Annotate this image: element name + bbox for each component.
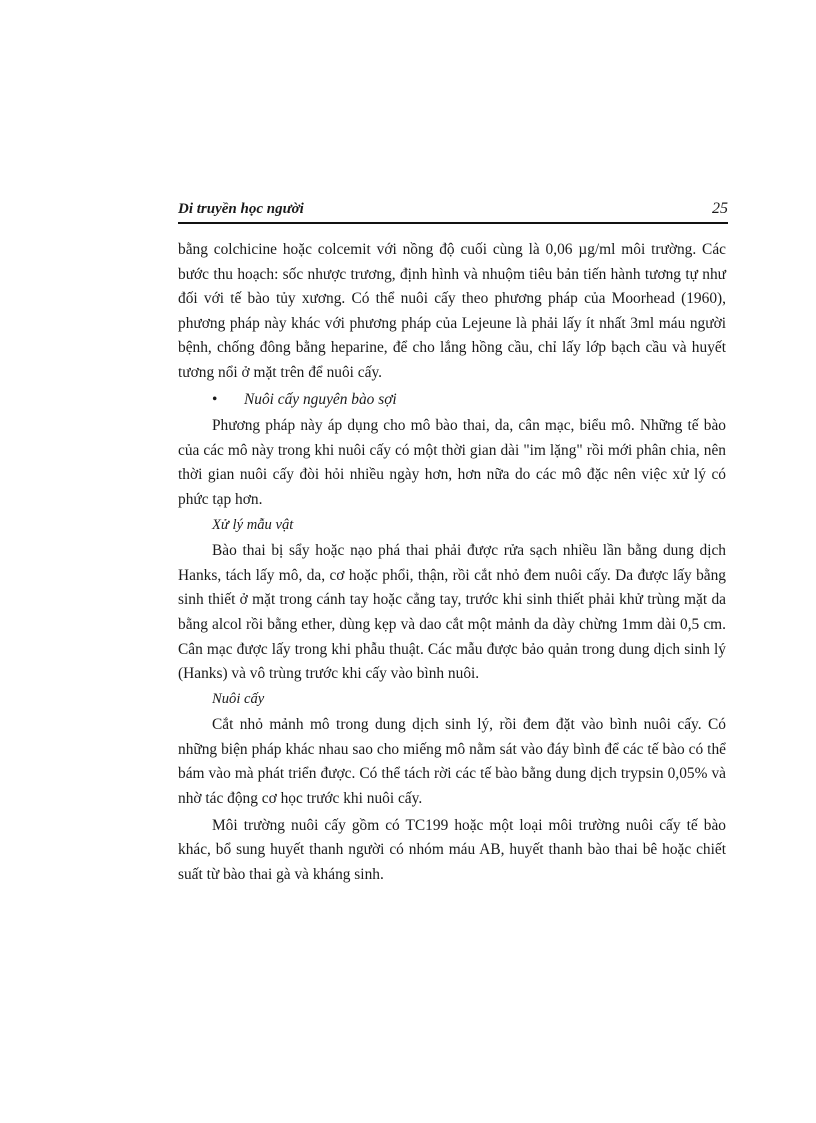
paragraph-1: bằng colchicine hoặc colcemit với nồng độ cuối cùng là 0,06 µg/ml môi trường. Các bước thu hoạch: sốc nhược trương, định hình và nhuộm tiêu bản tiến hành tương tự như đối với tế bào tủy xương. Có thể nuôi cấy theo phương pháp của Moorhead (1960), phương pháp này khác với phương pháp của Lejeune là phải lấy ít nhất 3ml máu người bệnh, chống đông bằng heparine, để cho lắng hồng cầu, chỉ lấy lớp bạch cầu và huyết tương nổi ở mặt trên để nuôi cấy. — [178, 241, 726, 381]
page-number: 25 — [712, 200, 728, 217]
page-body — [178, 238, 726, 887]
bullet-symbol: • — [212, 390, 218, 408]
paragraph-5: Môi trường nuôi cấy gồm có TC199 hoặc một loại môi trường nuôi cấy tế bào khác, bổ sung huyết thanh người có nhóm máu AB, huyết thanh bào thai bê hoặc chiết suất từ bào thai gà và kháng sinh. — [178, 816, 726, 883]
paragraph-2: Phương pháp này áp dụng cho mô bào thai, da, cân mạc, biểu mô. Những tế bào của các mô này trong khi nuôi cấy có một thời gian dài "im lặng" rồi mới phân chia, nên thời gian nuôi cấy đòi hỏi nhiều ngày hơn, hơn nữa do các mô đặc nên việc xử lý có phức tạp hơn. — [178, 417, 726, 508]
paragraph-3: Bào thai bị sẩy hoặc nạo phá thai phải được rửa sạch nhiều lần bằng dung dịch Hanks, tách lấy mô, da, cơ hoặc phổi, thận, rồi cắt nhỏ đem nuôi cấy. Da được lấy bằng sinh thiết ở mặt trong cánh tay hoặc cẳng tay, trước khi sinh thiết phải khử trùng mặt da bằng alcol rồi bằng ether, dùng kẹp và dao cắt một mảnh da dày chừng 1mm dài 0,5 cm. Cân mạc được lấy trong khi phẫu thuật. Các mẫu được bảo quản trong dung dịch sinh lý (Hanks) và vô trùng trước khi cấy vào bình nuôi. — [178, 542, 726, 683]
book-title: Di truyền học người — [178, 201, 304, 217]
subheading-culture: Nuôi cấy — [212, 690, 265, 707]
running-header — [178, 200, 728, 224]
bullet-heading — [178, 388, 726, 413]
paragraph-4: Cắt nhỏ mảnh mô trong dung dịch sinh lý, rồi đem đặt vào bình nuôi cấy. Có những biện pháp khác nhau sao cho miếng mô nằm sát vào đáy bình để các tế bào có thể bám vào mà phát triển được. Có thể tách rời các tế bào bằng dung dịch trypsin 0,05% và nhờ tác động cơ học trước khi nuôi cấy. — [178, 716, 726, 808]
subheading-sample-processing: Xử lý mẫu vật — [212, 516, 294, 533]
bullet-heading-text: Nuôi cấy nguyên bào sợi — [244, 390, 397, 408]
